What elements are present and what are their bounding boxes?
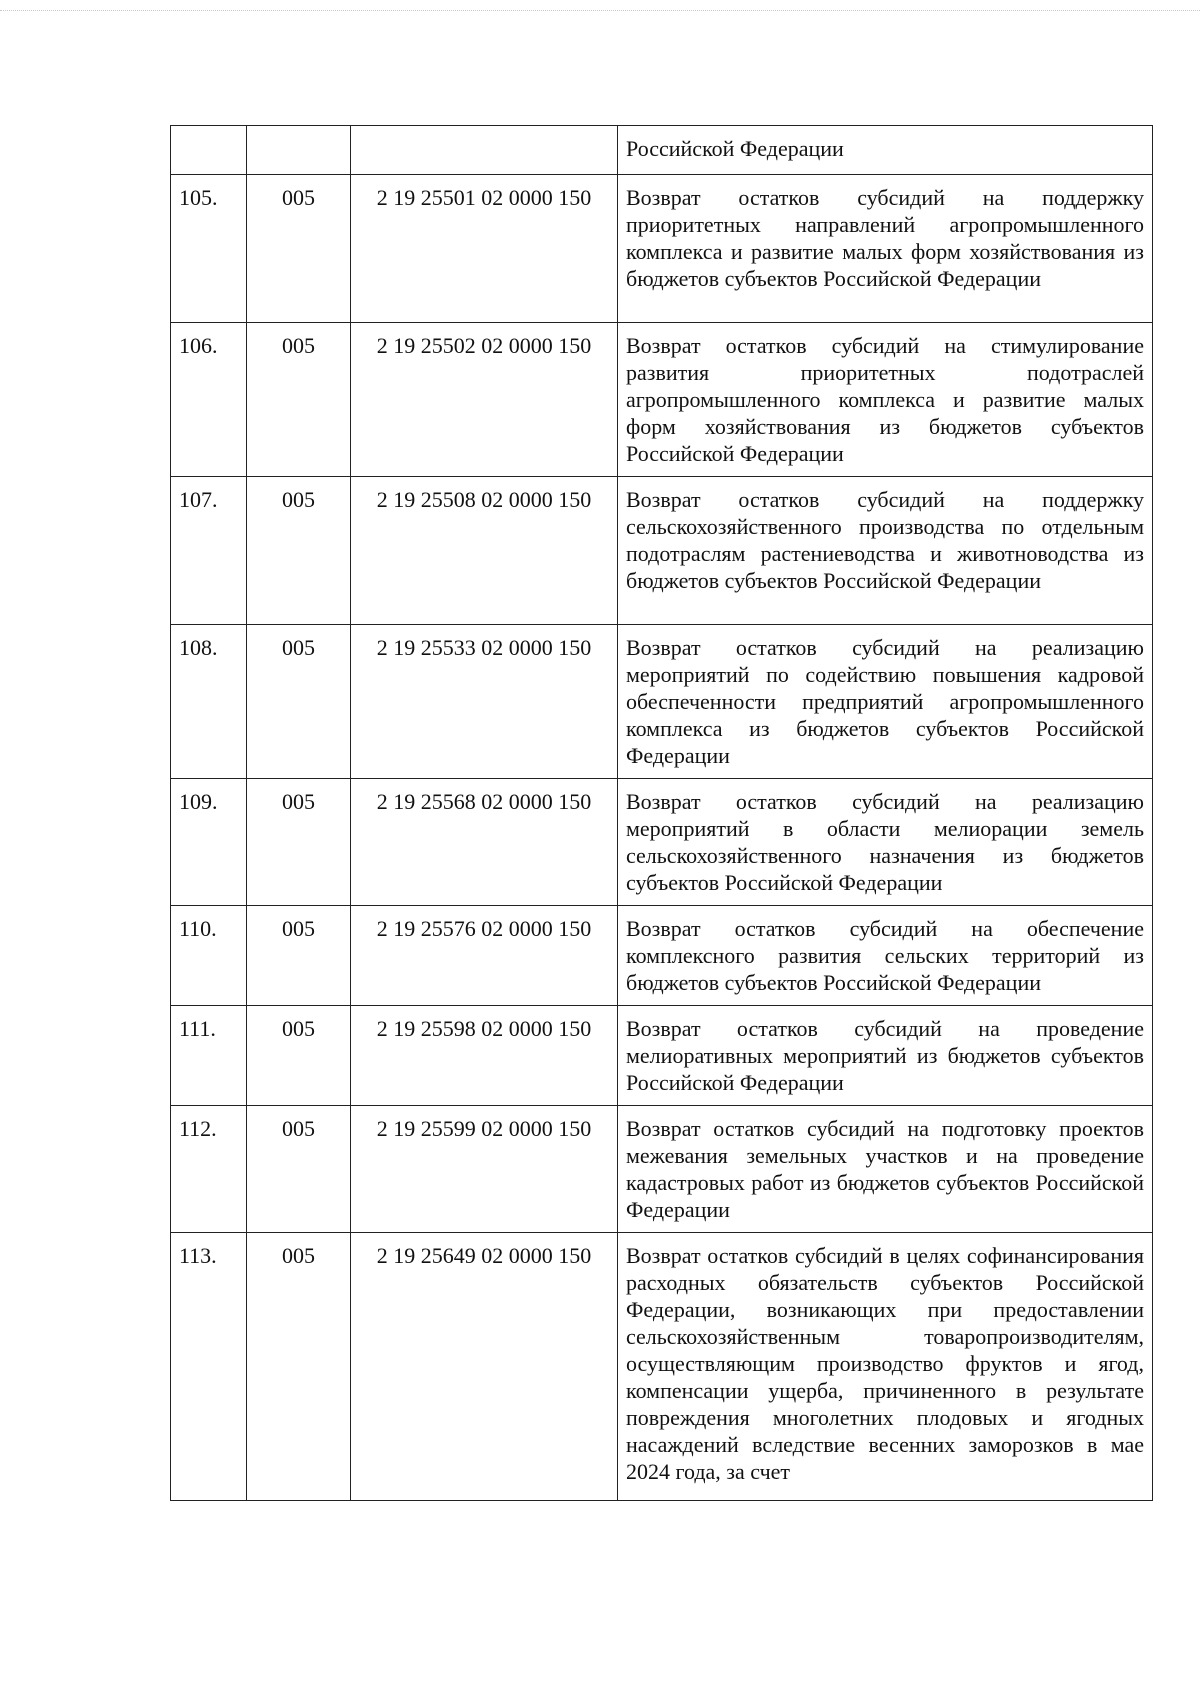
budget-classification-code: 2 19 25533 02 0000 150: [351, 625, 618, 779]
budget-codes-table: [170, 125, 1153, 1501]
row-number: 106.: [171, 323, 247, 477]
row-number: 112.: [171, 1106, 247, 1233]
income-name: Возврат остатков субсидий на обеспечение комплексного развития сельских территорий из бюджетов субъектов Российской Федерации: [618, 906, 1153, 1006]
income-name: Возврат остатков субсидий на поддержку приоритетных направлений агропромышленного комплекса и развитие малых форм хозяйствования из бюджетов субъектов Российской Федерации: [618, 175, 1153, 323]
row-number: 108.: [171, 625, 247, 779]
admin-code: 005: [247, 1006, 351, 1106]
table-row: [171, 323, 1153, 477]
income-name: Возврат остатков субсидий на реализацию мероприятий по содействию повышения кадровой обеспеченности предприятий агропромышленного комплекса из бюджетов субъектов Российской Федерации: [618, 625, 1153, 779]
income-name: Возврат остатков субсидий на реализацию мероприятий в области мелиорации земель сельскохозяйственного назначения из бюджетов субъектов Российской Федерации: [618, 779, 1153, 906]
table-row: [171, 126, 1153, 175]
page-top-edge: [0, 10, 1200, 11]
income-name: Возврат остатков субсидий на подготовку проектов межевания земельных участков и на проведение кадастровых работ из бюджетов субъектов Российской Федерации: [618, 1106, 1153, 1233]
table-row: [171, 906, 1153, 1006]
row-number: 110.: [171, 906, 247, 1006]
admin-code: 005: [247, 477, 351, 625]
budget-classification-code: 2 19 25502 02 0000 150: [351, 323, 618, 477]
row-number: 107.: [171, 477, 247, 625]
budget-classification-code: 2 19 25501 02 0000 150: [351, 175, 618, 323]
budget-classification-code: 2 19 25598 02 0000 150: [351, 1006, 618, 1106]
table-row: [171, 625, 1153, 779]
admin-code: 005: [247, 906, 351, 1006]
budget-classification-code: 2 19 25508 02 0000 150: [351, 477, 618, 625]
budget-classification-code: 2 19 25649 02 0000 150: [351, 1233, 618, 1501]
budget-classification-code: 2 19 25568 02 0000 150: [351, 779, 618, 906]
row-number: [171, 126, 247, 175]
admin-code: 005: [247, 175, 351, 323]
table-row: [171, 175, 1153, 323]
admin-code: 005: [247, 1233, 351, 1501]
income-name: Возврат остатков субсидий на поддержку сельскохозяйственного производства по отдельным подотраслям растениеводства и животноводства из бюджетов субъектов Российской Федерации: [618, 477, 1153, 625]
budget-classification-code: 2 19 25599 02 0000 150: [351, 1106, 618, 1233]
row-number: 111.: [171, 1006, 247, 1106]
admin-code: 005: [247, 625, 351, 779]
income-name: Возврат остатков субсидий на стимулирование развития приоритетных подотраслей агропромышленного комплекса и развитие малых форм хозяйствования из бюджетов субъектов Российской Федерации: [618, 323, 1153, 477]
admin-code: 005: [247, 779, 351, 906]
admin-code: 005: [247, 1106, 351, 1233]
table-row: [171, 1106, 1153, 1233]
budget-classification-code: [351, 126, 618, 175]
row-number: 113.: [171, 1233, 247, 1501]
income-name: Возврат остатков субсидий на проведение мелиоративных мероприятий из бюджетов субъектов Российской Федерации: [618, 1006, 1153, 1106]
table-row: [171, 1006, 1153, 1106]
table-row: [171, 477, 1153, 625]
table-row: [171, 1233, 1153, 1501]
income-name: Российской Федерации: [618, 126, 1153, 175]
budget-classification-code: 2 19 25576 02 0000 150: [351, 906, 618, 1006]
income-name: Возврат остатков субсидий в целях софинансирования расходных обязательств субъектов Российской Федерации, возникающих при предоставлении сельскохозяйственным товаропроизводителям, осуществляющим производство фруктов и ягод, компенсации ущерба, причиненного в результате повреждения многолетних плодовых и ягодных насаждений вследствие весенних заморозков в мае 2024 года, за счет: [618, 1233, 1153, 1501]
admin-code: 005: [247, 323, 351, 477]
table-row: [171, 779, 1153, 906]
row-number: 109.: [171, 779, 247, 906]
admin-code: [247, 126, 351, 175]
row-number: 105.: [171, 175, 247, 323]
